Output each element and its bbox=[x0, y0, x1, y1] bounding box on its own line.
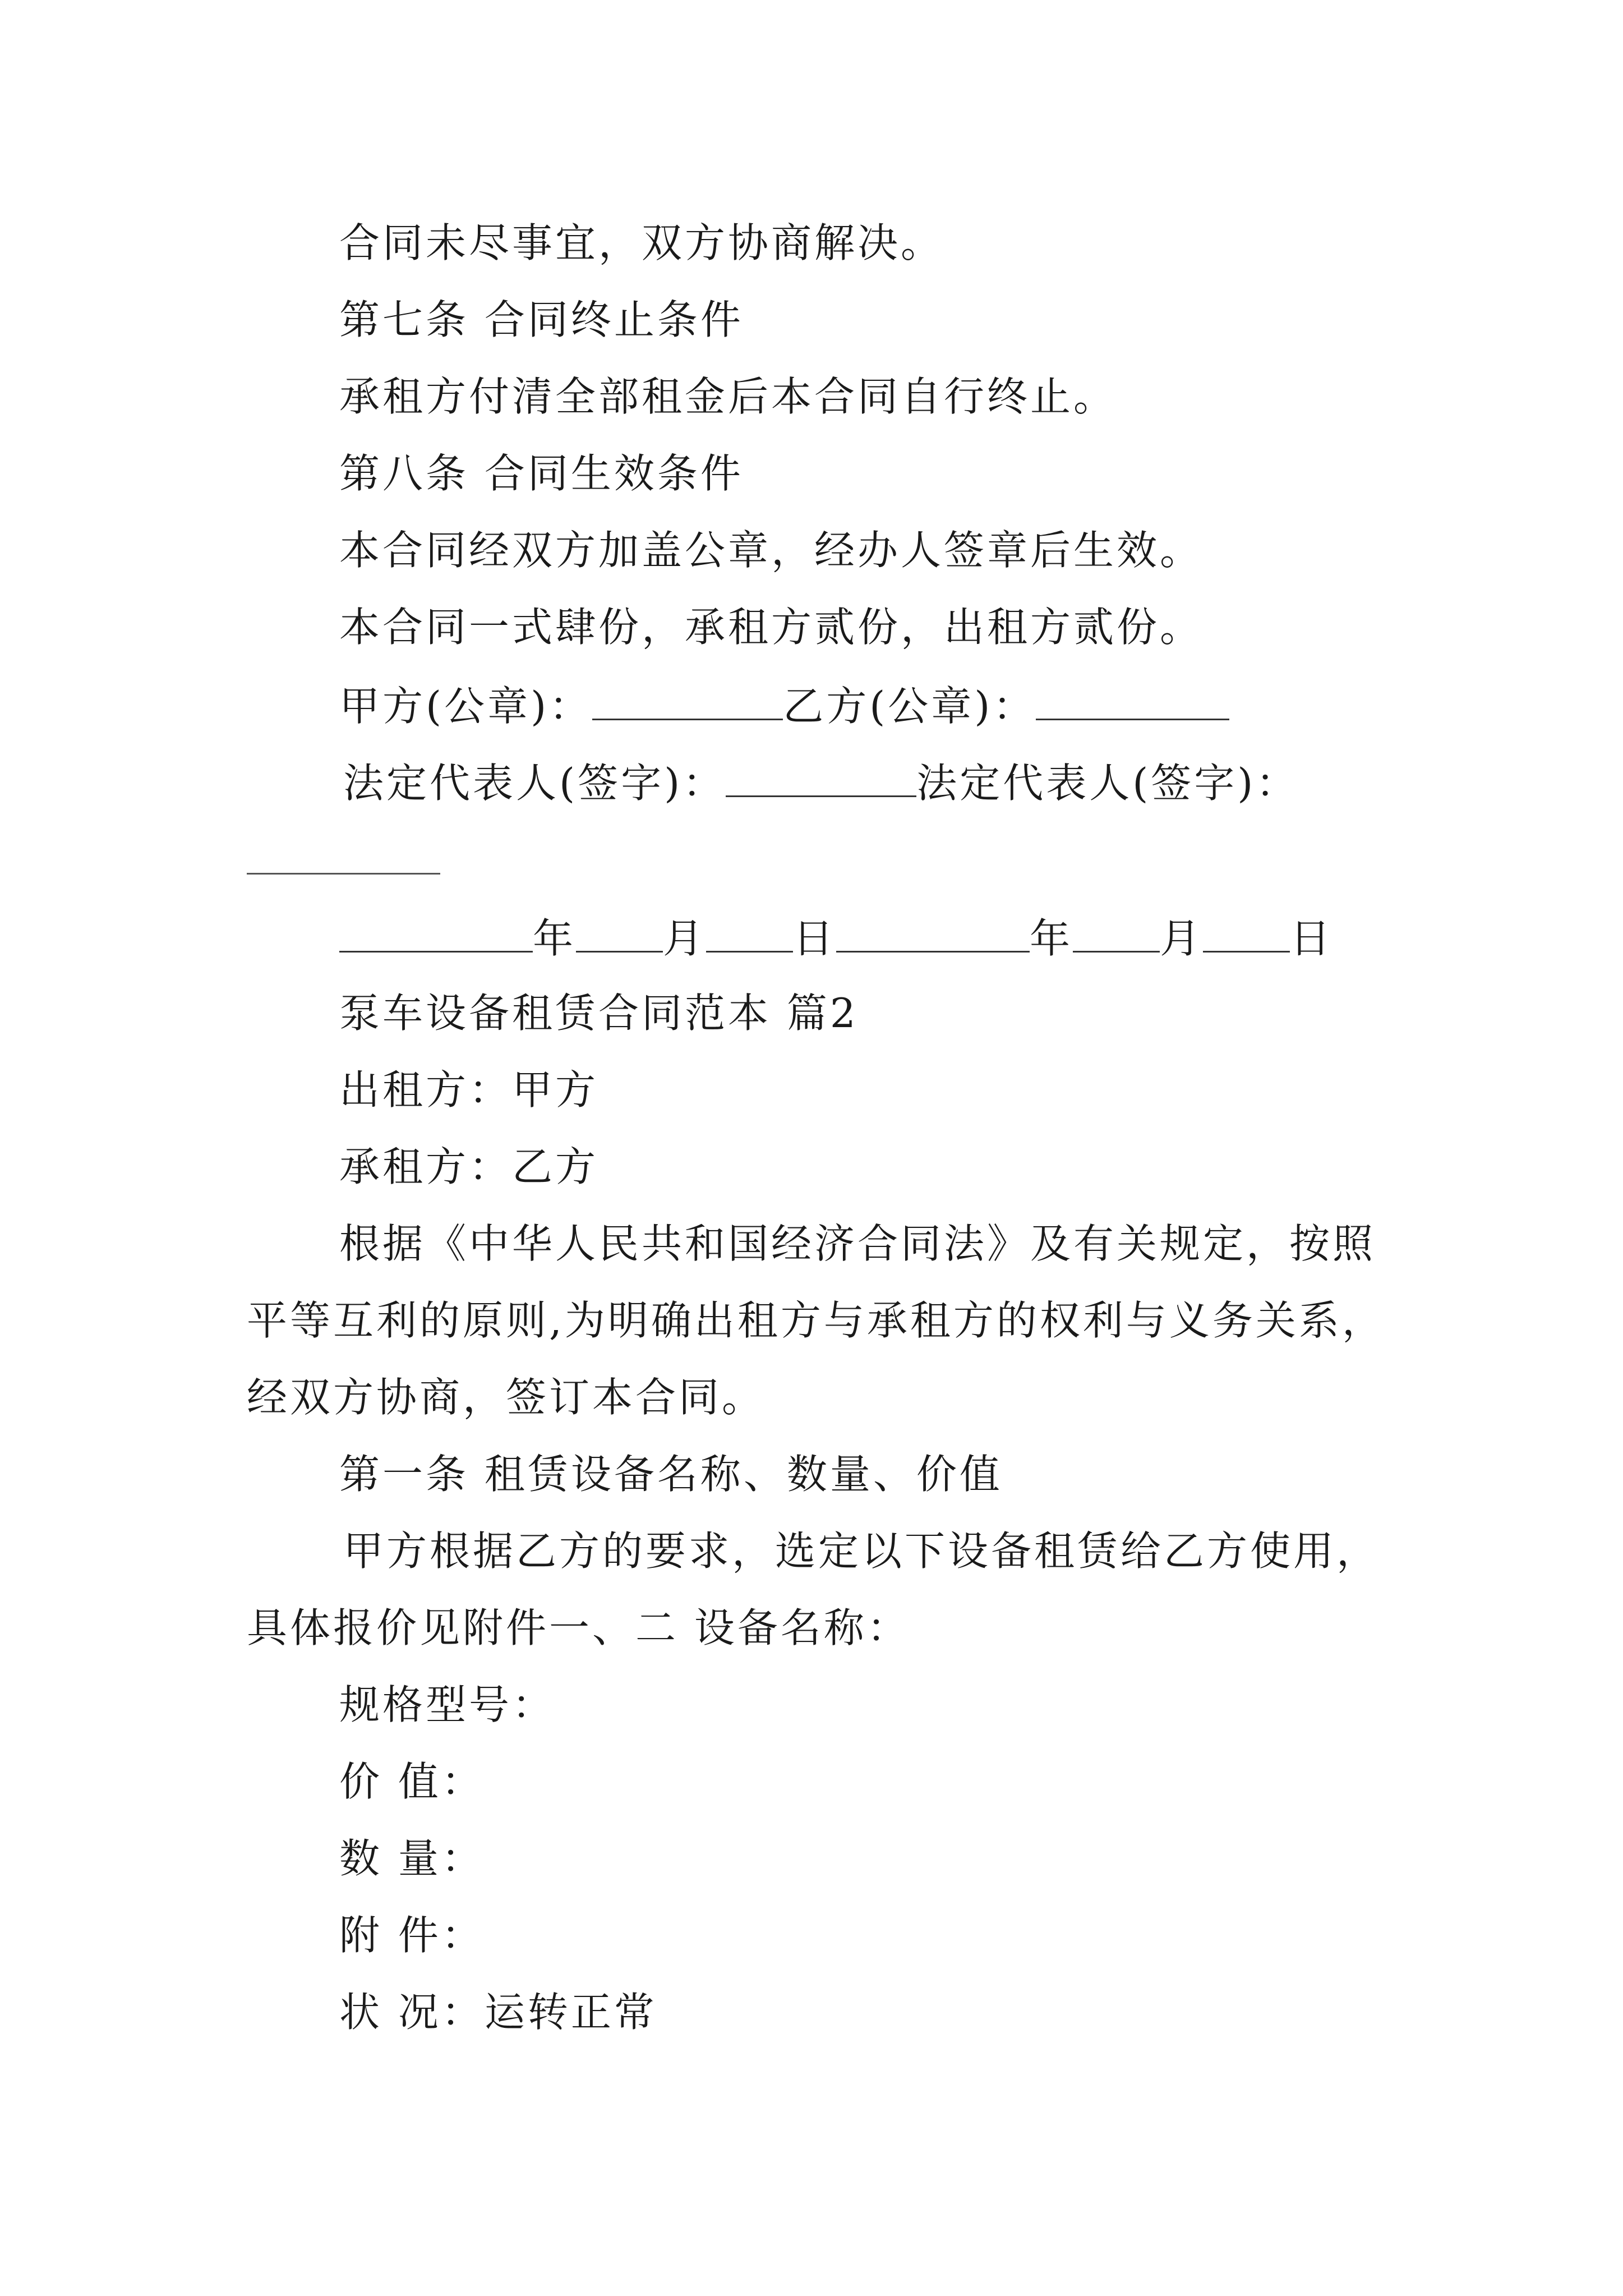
preamble-line-2: 平等互利的原则,为明确出租方与承租方的权利与义务关系， bbox=[247, 1297, 1385, 1344]
date-b-day-label: 日 bbox=[1290, 915, 1334, 962]
field-value: 价 值： bbox=[339, 1758, 485, 1805]
article-8-heading: 第八条 合同生效条件 bbox=[339, 450, 744, 497]
article-7-body: 承租方付清全部租金后本合同自行终止。 bbox=[339, 373, 1117, 420]
date-b-month-label: 月 bbox=[1160, 915, 1204, 962]
section-2-title: 泵车设备租赁合同范本 篇2 bbox=[339, 990, 859, 1037]
date-b-day-blank bbox=[1203, 910, 1290, 953]
date-a-year-blank bbox=[339, 910, 533, 953]
date-a-day-label: 日 bbox=[793, 915, 837, 962]
date-a-day-blank bbox=[706, 910, 793, 953]
paragraph-unresolved-matters: 合同未尽事宜，双方协商解决。 bbox=[339, 219, 944, 266]
field-spec-model: 规格型号： bbox=[339, 1681, 556, 1728]
date-a-year-label: 年 bbox=[533, 915, 577, 962]
lessee-line: 承租方：乙方 bbox=[339, 1143, 599, 1190]
date-a-month-label: 月 bbox=[663, 915, 707, 962]
article-8-body: 本合同经双方加盖公章，经办人签章后生效。 bbox=[339, 527, 1204, 574]
field-accessories: 附 件： bbox=[339, 1912, 485, 1959]
rep-a-blank bbox=[726, 755, 916, 797]
rep-b-blank bbox=[247, 873, 440, 875]
article-7-heading: 第七条 合同终止条件 bbox=[339, 296, 744, 343]
preamble-line-3: 经双方协商，签订本合同。 bbox=[247, 1374, 766, 1421]
date-b-year-label: 年 bbox=[1030, 915, 1073, 962]
article-1-body-line-1: 甲方根据乙方的要求，选定以下设备租赁给乙方使用， bbox=[343, 1527, 1380, 1575]
article-1-heading: 第一条 租赁设备名称、数量、价值 bbox=[339, 1451, 1003, 1498]
rep-b-label: 法定代表人(签字)： bbox=[916, 760, 1299, 807]
copies-clause: 本合同一式肆份，承租方贰份，出租方贰份。 bbox=[339, 604, 1204, 651]
rep-a-label: 法定代表人(签字)： bbox=[343, 760, 726, 807]
lessor-line: 出租方：甲方 bbox=[339, 1066, 599, 1114]
party-a-seal-label: 甲方(公章)： bbox=[339, 683, 593, 730]
field-condition: 状 况：运转正常 bbox=[339, 1989, 657, 2036]
date-b-month-blank bbox=[1073, 910, 1160, 953]
seal-signature-row bbox=[339, 678, 1229, 732]
date-a-month-blank bbox=[576, 910, 663, 953]
field-quantity: 数 量： bbox=[339, 1835, 485, 1882]
preamble-line-1: 根据《中华人民共和国经济合同法》及有关规定，按照 bbox=[339, 1220, 1376, 1267]
legal-rep-signature-row bbox=[343, 755, 1299, 809]
date-b-year-blank bbox=[836, 910, 1030, 953]
article-1-body-line-2: 具体报价见附件一、二 设备名称： bbox=[247, 1604, 910, 1651]
date-row bbox=[339, 910, 1333, 964]
party-a-seal-blank bbox=[592, 678, 783, 720]
party-b-seal-blank bbox=[1036, 678, 1229, 720]
party-b-seal-label: 乙方(公章)： bbox=[783, 683, 1036, 730]
